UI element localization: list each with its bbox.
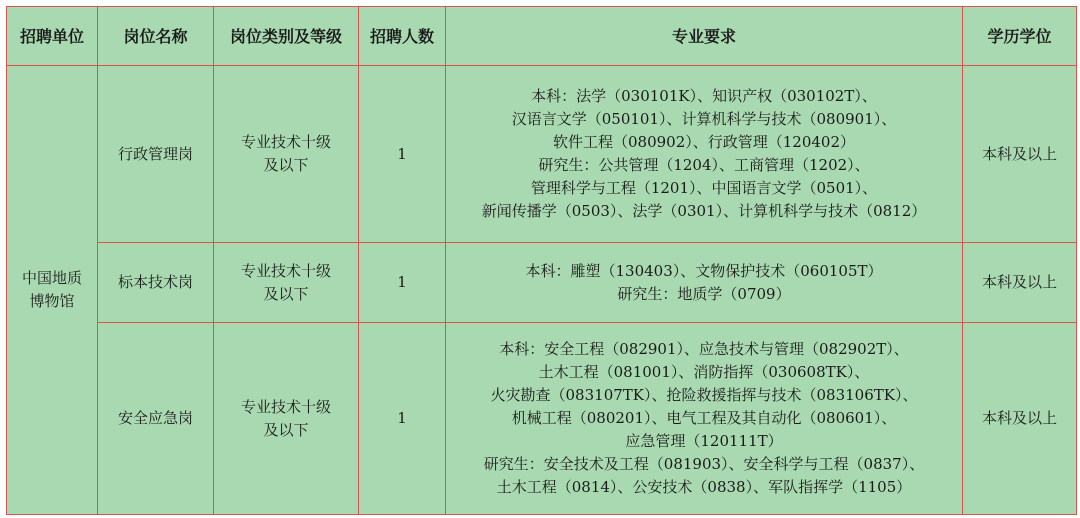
header-row bbox=[7, 7, 1077, 66]
category-line: 专业技术十级 bbox=[240, 133, 331, 151]
requirement-line: 汉语言文学（050101）、计算机科学与技术（080901）、 bbox=[511, 110, 897, 128]
requirement-line: 本科：雕塑（130403）、文物保护技术（060105T） bbox=[525, 261, 883, 280]
position-cell: 标本技术岗 bbox=[98, 243, 214, 323]
requirements-cell bbox=[446, 243, 963, 323]
header-requirements: 专业要求 bbox=[446, 7, 963, 66]
requirement-line: 土木工程（0814）、公安技术（0838）、军队指挥学（1105） bbox=[496, 478, 912, 496]
requirement-line: 管理科学与工程（1201）、中国语言文学（0501）、 bbox=[530, 179, 878, 197]
unit-line: 博物馆 bbox=[29, 292, 75, 310]
requirement-line: 土木工程（081001）、消防指挥（030608TK）、 bbox=[538, 363, 870, 381]
category-line: 及以下 bbox=[263, 420, 309, 439]
unit-cell bbox=[7, 66, 98, 515]
category-cell bbox=[214, 243, 359, 323]
requirement-line: 研究生：地质学（0709） bbox=[617, 284, 791, 303]
requirement-line: 火灾勘查（083107TK）、抢险救援指挥与技术（083106TK）、 bbox=[490, 386, 918, 404]
unit-line: 中国地质 bbox=[21, 269, 82, 287]
requirement-line: 机械工程（080201）、电气工程及其自动化（080601）、 bbox=[511, 409, 897, 427]
requirement-line: 新闻传播学（0503）、法学（0301）、计算机科学与技术（0812） bbox=[481, 202, 927, 220]
degree-cell: 本科及以上 bbox=[963, 66, 1077, 243]
position-cell: 行政管理岗 bbox=[98, 66, 214, 243]
requirements-cell bbox=[446, 66, 963, 243]
requirement-line: 应急管理（120111T） bbox=[625, 432, 783, 450]
requirement-line: 本科：安全工程（082901）、应急技术与管理（082902T）、 bbox=[499, 340, 909, 358]
degree-cell: 本科及以上 bbox=[963, 243, 1077, 323]
table-row bbox=[7, 66, 1077, 243]
requirement-line: 研究生：公共管理（1204）、工商管理（1202）、 bbox=[538, 156, 870, 174]
degree-cell: 本科及以上 bbox=[963, 323, 1077, 515]
header-category: 岗位类别及等级 bbox=[214, 7, 359, 66]
category-cell bbox=[214, 323, 359, 515]
header-unit: 招聘单位 bbox=[7, 7, 98, 66]
category-cell bbox=[214, 66, 359, 243]
header-count: 招聘人数 bbox=[359, 7, 446, 66]
header-degree: 学历学位 bbox=[963, 7, 1077, 66]
count-cell: 1 bbox=[359, 66, 446, 243]
count-cell: 1 bbox=[359, 243, 446, 323]
recruitment-table bbox=[6, 6, 1077, 515]
category-line: 及以下 bbox=[263, 284, 309, 303]
category-line: 专业技术十级 bbox=[240, 261, 331, 280]
requirement-line: 研究生：安全技术及工程（081903）、安全科学与工程（0837）、 bbox=[483, 455, 925, 473]
category-line: 及以下 bbox=[263, 156, 309, 174]
count-cell: 1 bbox=[359, 323, 446, 515]
category-line: 专业技术十级 bbox=[240, 397, 331, 416]
table-row bbox=[7, 243, 1077, 323]
position-cell: 安全应急岗 bbox=[98, 323, 214, 515]
requirements-cell bbox=[446, 323, 963, 515]
requirement-line: 本科：法学（030101K）、知识产权（030102T）、 bbox=[531, 87, 877, 105]
header-position: 岗位名称 bbox=[98, 7, 214, 66]
requirement-line: 软件工程（080902）、行政管理（120402） bbox=[552, 133, 856, 151]
table-row bbox=[7, 323, 1077, 515]
